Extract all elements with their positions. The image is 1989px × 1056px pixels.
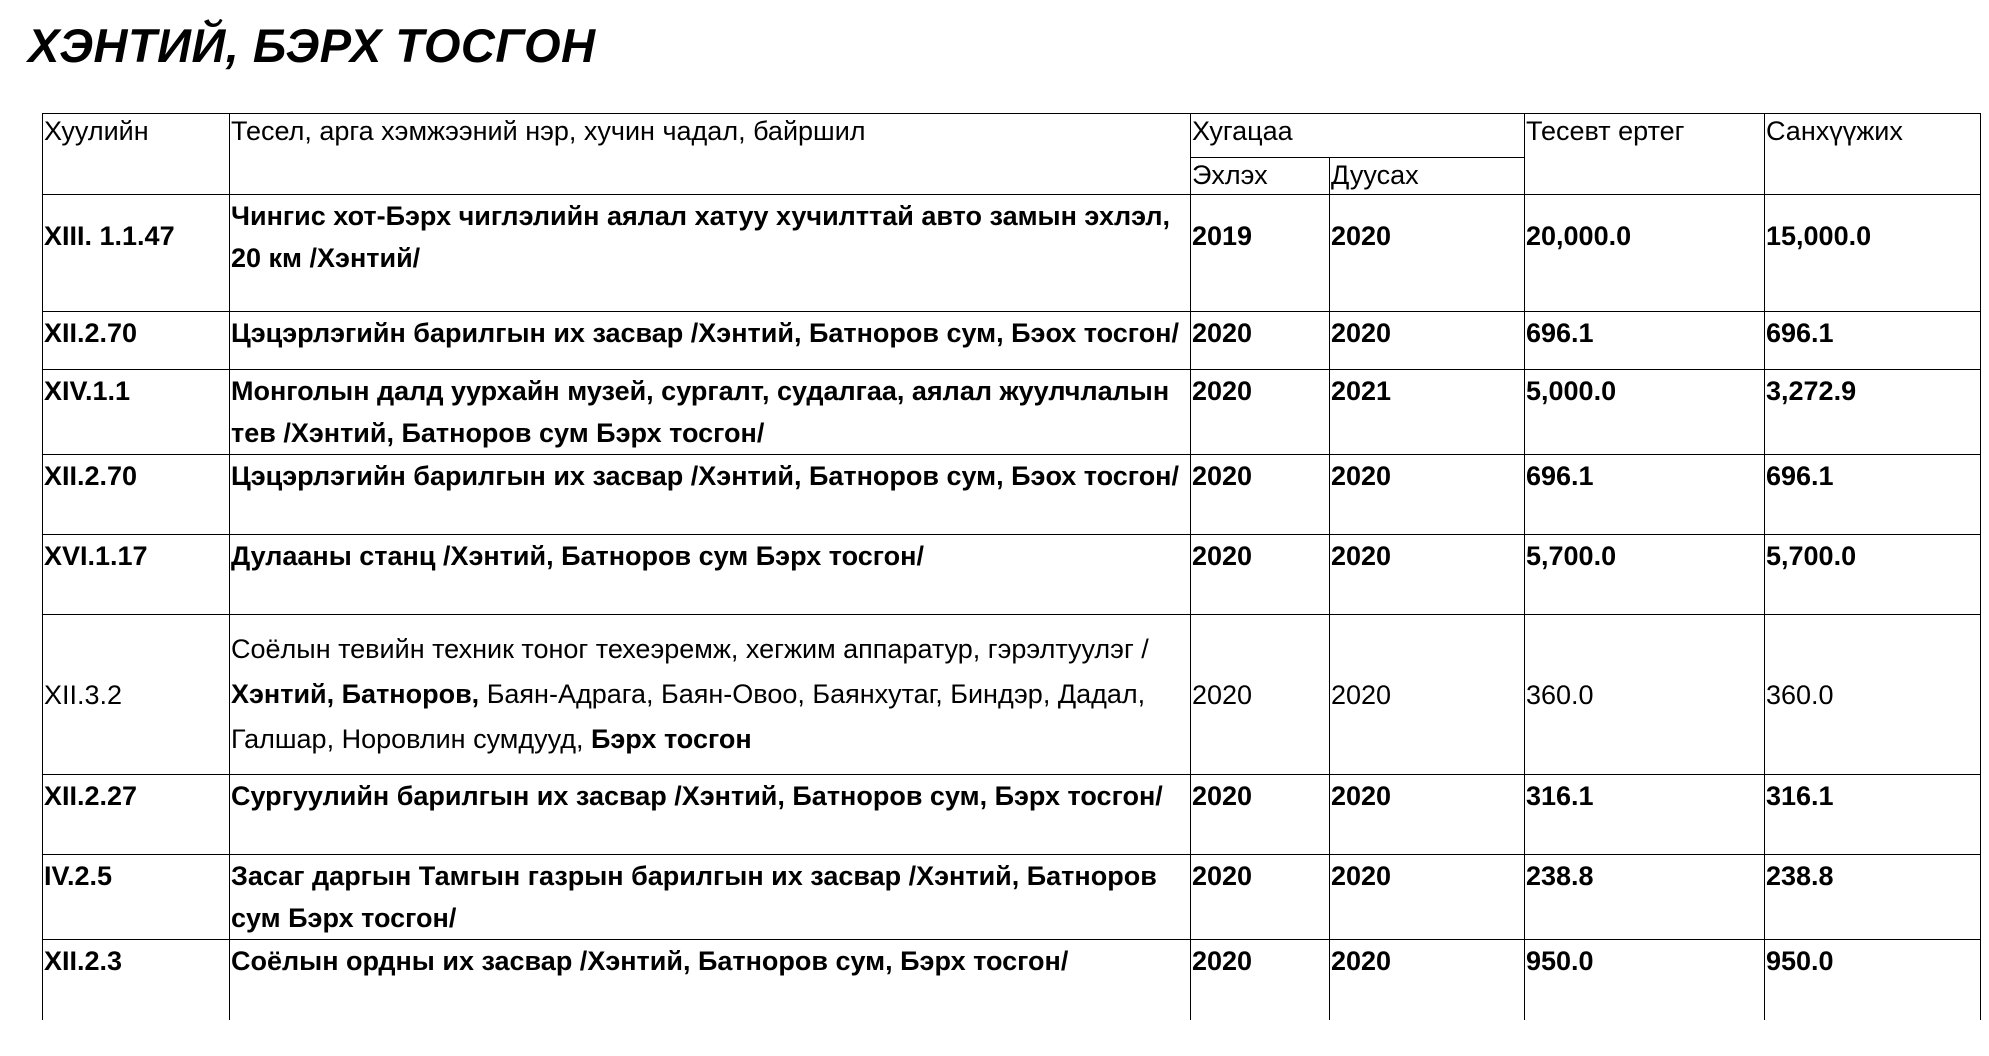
cell-end: 2020 bbox=[1330, 195, 1525, 312]
cell-law: XIV.1.1 bbox=[43, 370, 230, 455]
cell-start: 2020 bbox=[1191, 775, 1330, 855]
cell-law: IV.2.5 bbox=[43, 855, 230, 940]
cell-end: 2020 bbox=[1330, 615, 1525, 775]
projects-table bbox=[42, 113, 1981, 1020]
table-row bbox=[43, 535, 1981, 615]
table-row bbox=[43, 455, 1981, 535]
table-row bbox=[43, 940, 1981, 1020]
cell-funding: 950.0 bbox=[1765, 940, 1981, 1020]
table-row bbox=[43, 195, 1981, 312]
cell-law: XII.2.27 bbox=[43, 775, 230, 855]
cell-end: 2020 bbox=[1330, 855, 1525, 940]
header-project: Тесел, арга хэмжээний нэр, хучин чадал, байршил bbox=[230, 114, 1191, 195]
cell-funding: 3,272.9 bbox=[1765, 370, 1981, 455]
cell-budget: 360.0 bbox=[1525, 615, 1765, 775]
cell-budget: 5,000.0 bbox=[1525, 370, 1765, 455]
cell-project: Соёлын ордны их засвар /Хэнтий, Батноров сум, Бэрх тосгон/ bbox=[230, 940, 1191, 1020]
cell-start: 2020 bbox=[1191, 370, 1330, 455]
cell-end: 2020 bbox=[1330, 775, 1525, 855]
cell-budget: 950.0 bbox=[1525, 940, 1765, 1020]
cell-law: XII.2.3 bbox=[43, 940, 230, 1020]
cell-law: XII.2.70 bbox=[43, 455, 230, 535]
cell-project-part2: Баян-Адрага, Баян-Овоо, Баянхутаг, Биндэр, Дадал, Галшар, Норовлин сумдууд, bbox=[231, 679, 1146, 754]
cell-law: XII.2.70 bbox=[43, 312, 230, 370]
cell-budget: 696.1 bbox=[1525, 312, 1765, 370]
cell-budget: 238.8 bbox=[1525, 855, 1765, 940]
cell-funding: 15,000.0 bbox=[1765, 195, 1981, 312]
cell-project: Чингис хот-Бэрх чиглэлийн аялал хатуу хучилттай авто замын эхлэл, 20 км /Хэнтий/ bbox=[230, 195, 1191, 312]
cell-end: 2020 bbox=[1330, 312, 1525, 370]
cell-start: 2020 bbox=[1191, 535, 1330, 615]
cell-project-bold1: Хэнтий, Батноров, bbox=[231, 679, 480, 709]
page-title: ХЭНТИЙ, БЭРХ ТОСГОН bbox=[28, 19, 596, 72]
cell-budget: 316.1 bbox=[1525, 775, 1765, 855]
table-row bbox=[43, 312, 1981, 370]
cell-end: 2020 bbox=[1330, 455, 1525, 535]
cell-project: Цэцэрлэгийн барилгын их засвар /Хэнтий, Батноров сум, Бэох тосгон/ bbox=[230, 455, 1191, 535]
header-funding: Санхүүжих bbox=[1765, 114, 1981, 195]
cell-end: 2020 bbox=[1330, 940, 1525, 1020]
table-row bbox=[43, 370, 1981, 455]
cell-law: XIII. 1.1.47 bbox=[43, 195, 230, 312]
cell-project bbox=[230, 615, 1191, 775]
cell-project: Сургуулийн барилгын их засвар /Хэнтий, Батноров сум, Бэрх тосгон/ bbox=[230, 775, 1191, 855]
table-row bbox=[43, 775, 1981, 855]
header-start: Эхлэх bbox=[1191, 158, 1330, 195]
cell-funding: 696.1 bbox=[1765, 455, 1981, 535]
cell-budget: 696.1 bbox=[1525, 455, 1765, 535]
cell-end: 2020 bbox=[1330, 535, 1525, 615]
cell-project: Засаг даргын Тамгын газрын барилгын их засвар /Хэнтий, Батноров сум Бэрх тосгон/ bbox=[230, 855, 1191, 940]
cell-start: 2020 bbox=[1191, 312, 1330, 370]
cell-project: Дулааны станц /Хэнтий, Батноров сум Бэрх тосгон/ bbox=[230, 535, 1191, 615]
cell-project-bold2: Бэрх тосгон bbox=[590, 724, 752, 754]
cell-end: 2021 bbox=[1330, 370, 1525, 455]
cell-funding: 238.8 bbox=[1765, 855, 1981, 940]
cell-start: 2020 bbox=[1191, 615, 1330, 775]
header-law: Хуулийн bbox=[43, 114, 230, 195]
header-period: Хугацаа bbox=[1191, 114, 1525, 158]
cell-project-text: Цэцэрлэгийн барилгын их засвар /Хэнтий, Батноров сум, Бэох тосгон/ bbox=[231, 318, 1179, 348]
cell-budget: 5,700.0 bbox=[1525, 535, 1765, 615]
cell-start: 2020 bbox=[1191, 855, 1330, 940]
table-row bbox=[43, 855, 1981, 940]
cell-budget: 20,000.0 bbox=[1525, 195, 1765, 312]
cell-project bbox=[230, 312, 1191, 370]
cell-law: XVI.1.17 bbox=[43, 535, 230, 615]
cell-law: XII.3.2 bbox=[43, 615, 230, 775]
table-row bbox=[43, 615, 1981, 775]
header-row bbox=[43, 114, 1981, 158]
cell-start: 2019 bbox=[1191, 195, 1330, 312]
cell-funding: 5,700.0 bbox=[1765, 535, 1981, 615]
header-budget: Тесевт ертег bbox=[1525, 114, 1765, 195]
cell-start: 2020 bbox=[1191, 940, 1330, 1020]
cell-funding: 696.1 bbox=[1765, 312, 1981, 370]
cell-project-part1: Соёлын тевийн техник тоног техеэремж, хегжим аппаратур, гэрэлтуулэг / bbox=[231, 634, 1149, 664]
cell-project: Монголын далд уурхайн музей, сургалт, судалгаа, аялал жуулчлалын тев /Хэнтий, Батноров сум Бэрх тосгон/ bbox=[230, 370, 1191, 455]
cell-funding: 316.1 bbox=[1765, 775, 1981, 855]
cell-funding: 360.0 bbox=[1765, 615, 1981, 775]
header-end: Дуусах bbox=[1330, 158, 1525, 195]
cell-start: 2020 bbox=[1191, 455, 1330, 535]
